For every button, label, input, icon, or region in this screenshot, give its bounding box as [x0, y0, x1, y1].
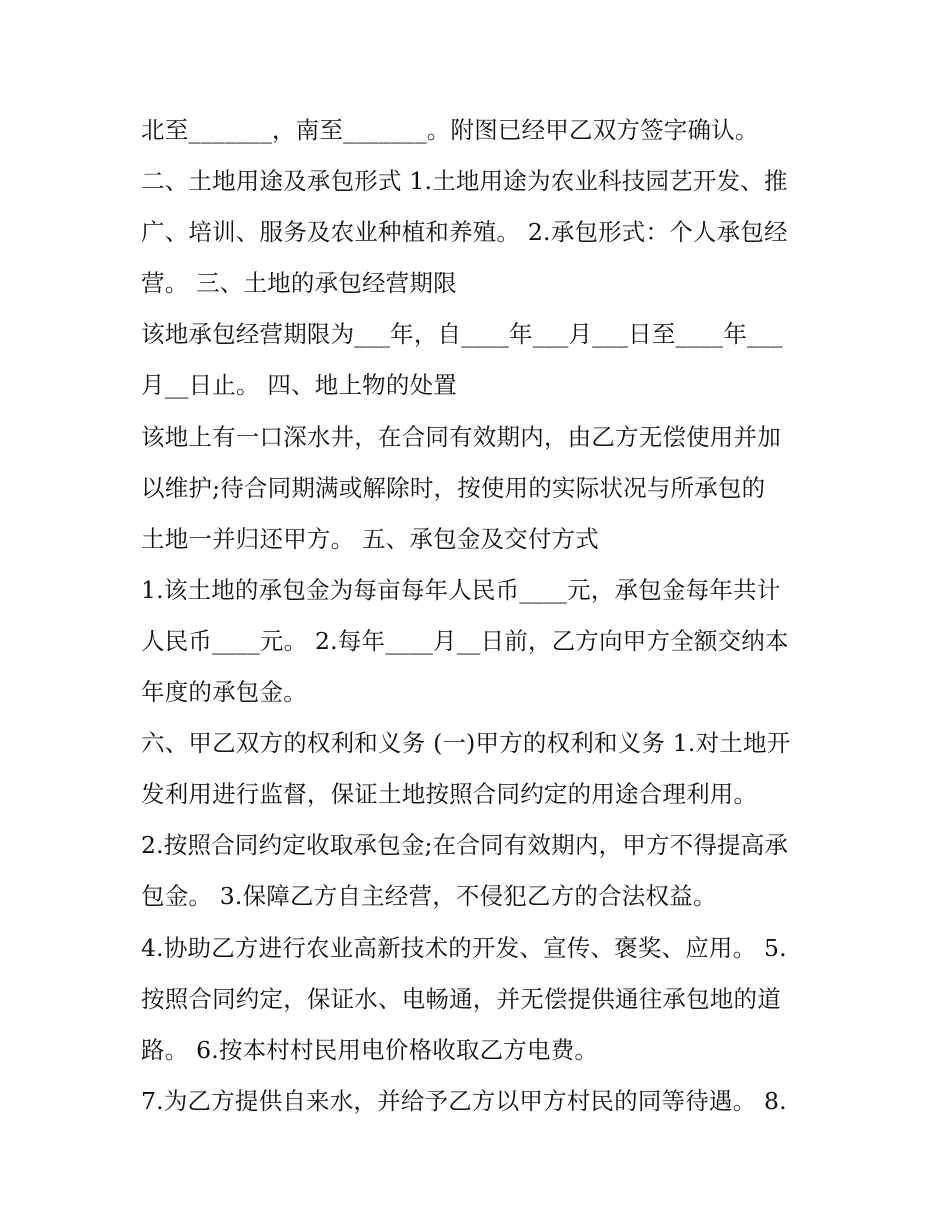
text-line-20: 7.为乙方提供自来水，并给予乙方以甲方村民的同等待遇。 8.: [141, 1086, 787, 1115]
text-line-19: 路。 6.按本村村民用电价格收取乙方电费。: [141, 1035, 599, 1064]
text-line-6: 月__日止。 四、地上物的处置: [141, 371, 457, 400]
text-line-11: 人民币____元。 2.每年____月__日前，乙方向甲方全额交纳本: [141, 626, 789, 655]
text-line-4: 营。 三、土地的承包经营期限: [141, 269, 457, 298]
text-line-15: 2.按照合同约定收取承包金;在合同有效期内，甲方不得提高承: [141, 831, 789, 860]
text-line-17: 4.协助乙方进行农业高新技术的开发、宣传、褒奖、应用。 5.: [141, 933, 787, 962]
text-line-10: 1.该土地的承包金为每亩每年人民币____元，承包金每年共计: [141, 575, 781, 604]
text-line-7: 该地上有一口深水井，在合同有效期内，由乙方无偿使用并加: [141, 422, 781, 451]
text-line-1: 北至_______，南至_______。附图已经甲乙双方签字确认。: [141, 116, 759, 144]
text-line-5: 该地承包经营期限为___年，自____年___月___日至____年___: [141, 320, 783, 349]
text-line-18: 按照合同约定，保证水、电畅通，并无偿提供通往承包地的道: [141, 984, 781, 1013]
text-line-3: 广、培训、服务及农业种植和养殖。 2.承包形式：个人承包经: [141, 218, 788, 247]
text-line-8: 以维护;待合同期满或解除时，按使用的实际状况与所承包的: [141, 473, 766, 502]
text-line-14: 发利用进行监督，保证土地按照合同约定的用途合理利用。: [141, 780, 758, 809]
contract-text-block: [141, 105, 821, 1127]
text-line-9: 土地一并归还甲方。 五、承包金及交付方式: [141, 524, 599, 553]
text-line-2: 二、土地用途及承包形式 1.土地用途为农业科技园艺开发、推: [141, 167, 788, 196]
text-line-16: 包金。 3.保障乙方自主经营，不侵犯乙方的合法权益。: [141, 882, 717, 911]
text-line-13: 六、甲乙双方的权利和义务 (一)甲方的权利和义务 1.对土地开: [141, 729, 791, 758]
text-line-12: 年度的承包金。: [141, 678, 307, 707]
